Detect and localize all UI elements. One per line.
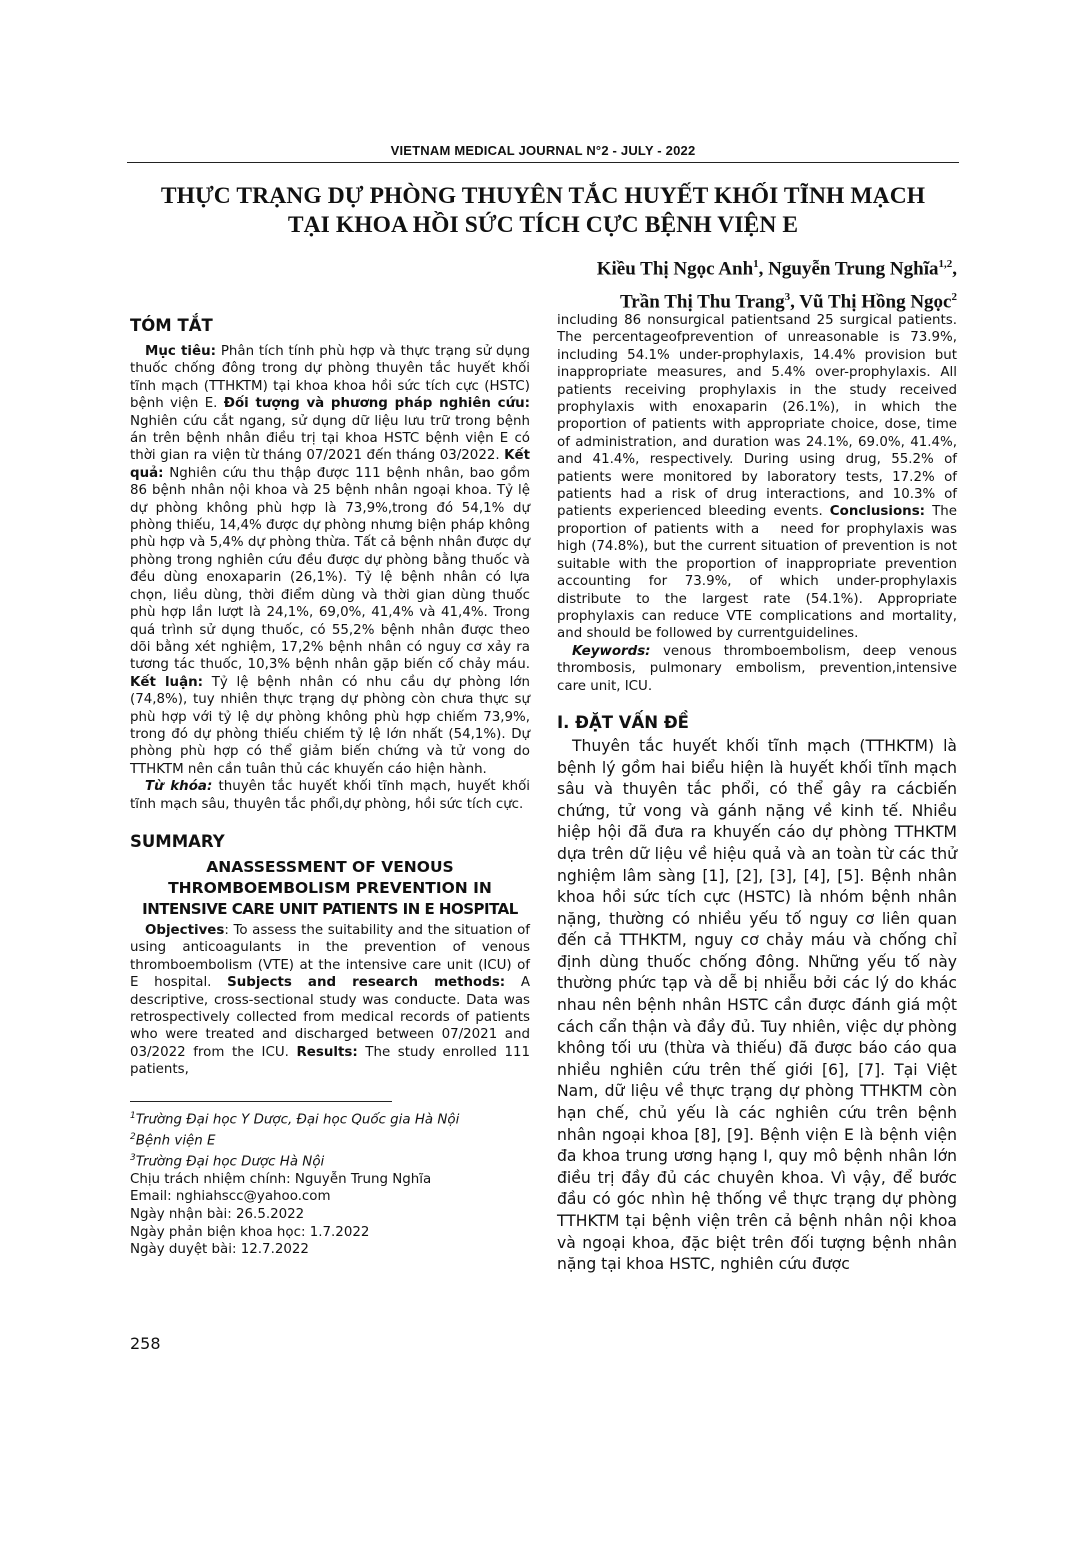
author-affil: 3 bbox=[784, 291, 791, 304]
abstract-vn-heading: TÓM TẮT bbox=[130, 316, 213, 335]
footnote-affil-1 bbox=[130, 1108, 530, 1129]
keywords-en-label: Keywords: bbox=[572, 643, 651, 659]
summary-title-line-3: INTENSIVE CARE UNIT PATIENTS IN E HOSPITAL bbox=[142, 899, 518, 918]
section-1-body: Thuyên tắc huyết khối tĩnh mạch (TTHKTM) là bệnh lý gồm hai biểu hiện là huyết khối tĩnh mạch sâu và thuyên tắc phổi, có thể gây ra cácbiến chứng, tử vong và gánh nặng về kinh tế. Nhiều hiệp hội đã đưa ra khuyến cáo dự phòng TTHKTM dựa trên dữ liệu về hiệu quả và an toàn từ các thử nghiệm lâm sàng [1], [2], [3], [4], [5]. Bệnh nhân khoa hồi sức tích cực (HSTC) là nhóm bệnh nhân nặng, thường có nhiều yếu tố nguy cơ liên quan đến cả TTHKTM, nguy cơ chảy máu và chống chỉ định dùng thuốc chống đông. Những yếu tố này thường phức tạp và dễ bị nhiễu bởi các lý do khác nhau nên bệnh nhân HSTC cần được đánh giá một cách cẩn thận và đầy đủ. Tuy nhiên, việc dự phòng không tối ưu (thừa và thiếu) đã được báo cáo qua nhiều nghiên cứu trên thế giới [6], [7]. Tại Việt Nam, dữ liệu về thực trạng dự phòng TTHKTM còn hạn chế, chủ yếu là các nghiên cứu trên bệnh nhân ngoại khoa [8], [9]. Bệnh viện E là bệnh viện đa khoa trung ương hạng I, quy mô bệnh nhân lớn điều trị đầy đủ các chuyên khoa. Vì vậy, để bước đầu có góc nhìn hệ thống về thực trạng dự phòng TTHKTM tại bệnh viện trên cả bệnh nhân nội khoa và ngoại khoa, đặc biệt trên đối tượng bệnh nhân nặng tại khoa HSTC, nghiên cứu được bbox=[557, 736, 957, 1274]
summary-title-line-1: ANASSESSMENT OF VENOUS bbox=[206, 857, 454, 876]
authors-line-1: Kiều Thị Ngọc Anh$^1$, Nguyễn Trung Nghĩa$^{1,2}$, bbox=[596, 258, 957, 280]
footnote-accepted: Ngày duyệt bài: 12.7.2022 bbox=[130, 1242, 309, 1258]
keywords-en bbox=[557, 643, 957, 695]
summary-title-line-2: THROMBOEMBOLISM PREVENTION IN bbox=[168, 878, 492, 897]
keywords-vn-label: Từ khóa: bbox=[145, 779, 213, 795]
objectives-label: Objectives bbox=[145, 922, 225, 938]
keywords-vn bbox=[130, 778, 530, 813]
footnote-text: Bệnh viện E bbox=[135, 1133, 216, 1149]
footnote-mark: 3 bbox=[130, 1152, 136, 1163]
objectives-text: : To assess the suitability and the situation of using anticoagulants in the prevention of venous thromboembolism (VTE) at the intensive care unit (ICU) of E hospital. bbox=[130, 922, 530, 991]
summary-heading: SUMMARY bbox=[130, 831, 225, 851]
author-affil: 1,2 bbox=[938, 258, 953, 270]
conclusions-label: Conclusions: bbox=[829, 504, 926, 520]
footnote-responsible: Chịu trách nhiệm chính: Nguyễn Trung Nghĩa bbox=[130, 1171, 432, 1187]
footnote-mark: 1 bbox=[130, 1110, 136, 1121]
author-list bbox=[437, 250, 957, 317]
title-line-1: THỰC TRẠNG DỰ PHÒNG THUYÊN TẮC HUYẾT KHỐI TĨNH MẠCH bbox=[160, 183, 926, 209]
objective-label: Mục tiêu: bbox=[145, 344, 216, 359]
running-head: VIETNAM MEDICAL JOURNAL N°2 - JULY - 2022 bbox=[390, 143, 696, 158]
page-number: 258 bbox=[130, 1334, 161, 1353]
summary-body-right bbox=[557, 312, 957, 643]
summary-results-text-1: The study enrolled 111 patients, bbox=[130, 1044, 530, 1078]
results-label: Kết quả: bbox=[130, 448, 530, 481]
conclusion-label: Kết luận: bbox=[130, 674, 204, 690]
footnote-text: Trường Đại học Y Dược, Đại học Quốc gia Hà Nội bbox=[135, 1112, 460, 1128]
footnote-email: Email: nghiahscc@yahoo.com bbox=[130, 1189, 331, 1205]
methods-label: Đối tượng và phương pháp nghiên cứu: bbox=[223, 396, 531, 412]
footnote-rule bbox=[130, 1101, 392, 1102]
objective-text: Phân tích tính phù hợp và thực trạng sử dụng thuốc chống đông trong dự phòng thuyên tắc huyết khối tĩnh mạch (TTHKTM) tại khoa khoa hồi sức tích cực (HSTC) bệnh viện E. bbox=[130, 344, 531, 412]
author-name: Nguyễn Trung Nghĩa bbox=[768, 258, 939, 280]
summary-results-text-2: including 86 nonsurgical patientsand 25 surgical patients. The percentageofprevention of unreasonable is 73.9%, including 54.1% under-prophylaxis, 14.4% provision but inappropriate measures, and 5.4% over-prophylaxis. All patients receiving prophylaxis in the study received prophylaxis with enoxaparin (26.1%), in which the proportion of patients with appropriate choice, dose, time of administration, and duration was 24.1%, 69.0%, 41.4%, and 41.4%, respectively. During using drug, 55.2% of patients were monitored by laboratory tests, 17.2% of patients had a risk of drug interactions, and 10.3% of patients experienced bleeding events. bbox=[557, 313, 957, 520]
title-line-2: TẠI KHOA HỒI SỨC TÍCH CỰC BỆNH VIỆN E bbox=[287, 212, 799, 238]
keywords-en-text: venous thromboembolism, deep venous thrombosis, pulmonary embolism, prevention,intensive care unit, ICU. bbox=[557, 643, 957, 694]
summary-body-left bbox=[130, 922, 530, 1079]
article-title bbox=[127, 182, 959, 240]
summary-results-label: Results: bbox=[296, 1044, 358, 1060]
footnote-received: Ngày nhận bài: 26.5.2022 bbox=[130, 1207, 305, 1222]
footnote-text: Trường Đại học Dược Hà Nội bbox=[135, 1154, 325, 1170]
conclusions-text: The proportion of patients with a need for prophylaxis was high (74.8%), but the current situation of prevention is not suitable with the proportion of inappropriate prevention accounting for 73.9%, of which under-prophylaxis distribute to the largest rate (54.1%). Appropriate prophylaxis can reduce VTE complications and mortality, and should be followed by currentguidelines. bbox=[557, 504, 957, 642]
authors-line-2: Trần Thị Thu Trang$^3$, Vũ Thị Hồng Ngọc$^2$ bbox=[620, 291, 957, 313]
results-text: Nghiên cứu thu thập được 111 bệnh nhân, bao gồm 86 bệnh nhân nội khoa và 25 bệnh nhân ngoại khoa. Tỷ lệ dự phòng không phù hợp là 73,9%,trong đó 54,1% dự phòng thiếu, 14,4% được dự phòng nhưng biện pháp không phù hợp và 5,4% dự phòng thừa. Tất cả bệnh nhân được dự phòng trong nghiên cứu đều được dự phòng bằng thuốc và đều dùng enoxaparin (26,1%). Tỷ lệ bệnh nhân có lựa chọn, liều dùng, thời điểm dùng và thời gian dùng thuốc phù hợp lần lượt là 24,1%, 69,0%, 41,4% và 41,4%. Trong quá trình sử dụng thuốc, có 55,2% bệnh nhân được theo dõi bằng xét nghiệm, 17,2% bệnh nhân có nguy cơ xảy ra tương tác thuốc, 10,3% bệnh nhân gặp biến cố chảy máu. bbox=[130, 465, 530, 673]
left-column bbox=[130, 316, 530, 1259]
author-name: Vũ Thị Hồng Ngọc bbox=[799, 291, 952, 313]
summary-title bbox=[130, 857, 530, 920]
footnote-mark: 2 bbox=[130, 1131, 136, 1142]
author-affil: 1 bbox=[753, 258, 759, 270]
footnote-affil-3 bbox=[130, 1150, 530, 1171]
research-methods-text: A descriptive, cross-sectional study was conducte. Data was retrospectively collected from medical records of patients who were treated and discharged between 07/2021 and 03/2022 from the ICU. bbox=[130, 975, 530, 1060]
section-1-heading: I. ĐẶT VẤN ĐỀ bbox=[557, 712, 689, 732]
conclusion-text: Tỷ lệ bệnh nhân có nhu cầu dự phòng lớn (74,8%), tuy nhiên thực trạng dự phòng còn chưa thực sự phù hợp với tỷ lệ dự phòng không phù hợp chiếm 73,9%, trong đó dự phòng thiếu chiếm tỷ lệ lớn nhất (54,1%). Dự phòng phù hợp có thể giảm biến chứng và tử vong do TTHKTM nên cần tuân thủ các khuyến cáo hiện hành. bbox=[130, 674, 530, 777]
footnote-reviewed: Ngày phản biện khoa học: 1.7.2022 bbox=[130, 1224, 370, 1240]
abstract-vn-body bbox=[130, 343, 530, 778]
author-affil: 2 bbox=[951, 291, 957, 304]
keywords-vn-text: thuyên tắc huyết khối tĩnh mạch, huyết khối tĩnh mạch sâu, thuyên tắc phổi,dự phòng, hồi sức tích cực. bbox=[130, 779, 530, 812]
research-methods-label: Subjects and research methods: bbox=[227, 975, 506, 991]
header-rule bbox=[127, 162, 959, 163]
methods-text: Nghiên cứu cắt ngang, sử dụng dữ liệu lưu trữ trong bệnh án trên bệnh nhân điều trị tại khoa HSTC bệnh viện E có thời gian ra viện từ tháng 07/2021 đến tháng 03/2022. bbox=[130, 413, 530, 464]
author-name: Trần Thị Thu Trang bbox=[620, 291, 785, 313]
footnote-affil-2 bbox=[130, 1129, 530, 1150]
right-column bbox=[557, 312, 957, 1276]
author-name: Kiều Thị Ngọc Anh bbox=[596, 258, 754, 280]
